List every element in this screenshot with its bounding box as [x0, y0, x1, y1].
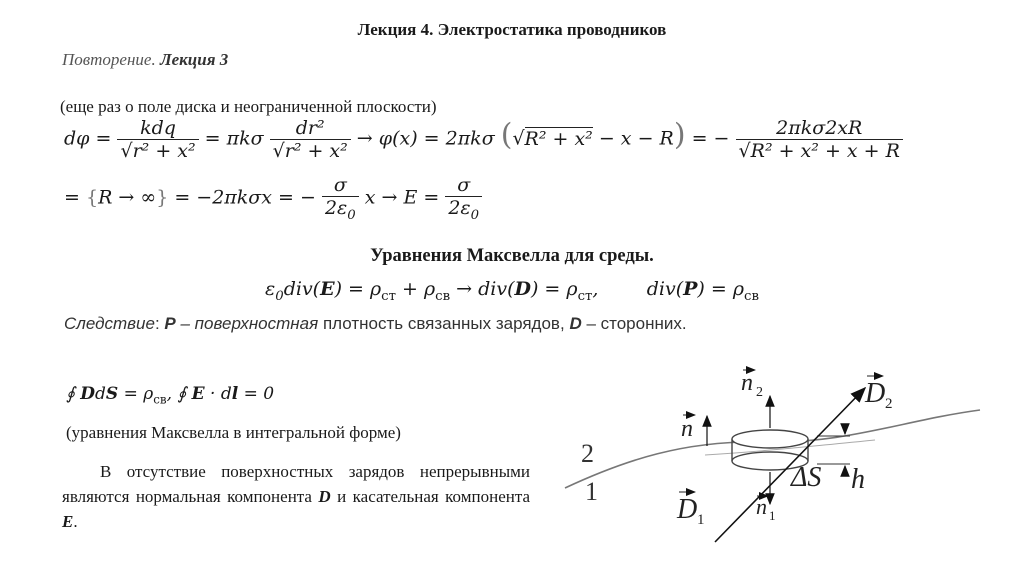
- n1-label: n: [756, 494, 767, 519]
- d2-sub: 2: [885, 396, 893, 412]
- potential-equation-line-1: dφ = $\frac{\text{kdq}}{\text{√r² + x²}}$ = πkσ $\frac{\text{dr²}}{\text{√r² + x²}}$ → φ(x) = 2πkσ (√R² + x² − x − R) = − $\frac{\text{2πkσ2xR}}{\text{√R² + x² + x + R}}$: [64, 117, 903, 162]
- d2-label: D: [865, 378, 886, 409]
- recap-prefix: Повторение.: [62, 50, 156, 69]
- corollary-p-rest: плотность связанных зарядов,: [322, 314, 565, 333]
- n1-sub: 1: [769, 508, 776, 523]
- integral-equations: ∮ DdS = $\rho_{св}$, ∮ E · dl = 0: [66, 384, 275, 407]
- normal-label: n: [681, 416, 693, 442]
- corollary-p-text: – поверхностная: [180, 314, 319, 333]
- d1-sub: 1: [697, 512, 705, 528]
- boundary-diagram: [555, 360, 995, 574]
- boundary-curve: [565, 410, 980, 488]
- frac-kdq: $\frac{\text{kdq}}{\text{√r² + x²}}$: [117, 117, 198, 162]
- area-label: ΔS: [791, 462, 822, 493]
- frac-dr2: $\frac{\text{dr²}}{\text{√r² + x²}}$: [270, 117, 351, 162]
- potential-equation-line-2: = {R → ∞} = −2πkσx = − $\frac{\sigma}{2\varepsilon_0}$ x → E = $\frac{\sigma}{2\varepsilon_0}$: [64, 174, 482, 223]
- height-label: h: [851, 464, 865, 495]
- continuity-mid: и касательная компонента: [337, 487, 531, 506]
- n2-label: n: [741, 370, 753, 396]
- maxwell-equations: $\varepsilon_0div(E) = \rho_{ст} + \rho_{св} \to div(D) = \rho_{ст}$, $div(P) = \rho_{св}$: [265, 278, 759, 304]
- region-lower-label: 1: [585, 477, 598, 506]
- continuity-paragraph: [62, 459, 530, 534]
- frac-sigma-2: $\frac{\sigma}{2\varepsilon_0}$: [445, 174, 482, 223]
- recap-lecture: Лекция 3: [159, 50, 229, 69]
- lecture-title: Лекция 4. Электростатика проводников: [357, 20, 667, 39]
- d1-label: D: [677, 494, 698, 525]
- corollary-d-text: – сторонних.: [586, 314, 687, 333]
- integral-note: (уравнения Максвелла в интегральной форме): [66, 423, 401, 442]
- n2-sub: 2: [756, 385, 763, 400]
- frac-2pik: $\frac{\text{2πkσ2xR}}{\text{√R² + x² + x + R}}$: [736, 117, 903, 162]
- continuity-e: E: [62, 512, 74, 531]
- corollary: Следствие: P – поверхностная плотность связанных зарядов, D – сторонних.: [64, 314, 687, 333]
- continuity-d: D: [318, 487, 331, 506]
- section-title: Уравнения Максвелла для среды.: [370, 246, 654, 266]
- recap-line: [62, 50, 228, 70]
- continuity-end: .: [73, 512, 78, 531]
- corollary-lead: Следствие: [64, 314, 155, 333]
- frac-sigma-1: $\frac{\sigma}{2\varepsilon_0}$: [322, 174, 359, 223]
- region-upper-label: 2: [581, 439, 594, 468]
- disk-note: (еще раз о поле диска и неограниченной плоскости): [60, 97, 437, 116]
- continuity-line1: В отсутствие поверхностных зарядов непрерывными являются нормальная компонента: [62, 462, 530, 506]
- cylinder-top: [732, 430, 808, 448]
